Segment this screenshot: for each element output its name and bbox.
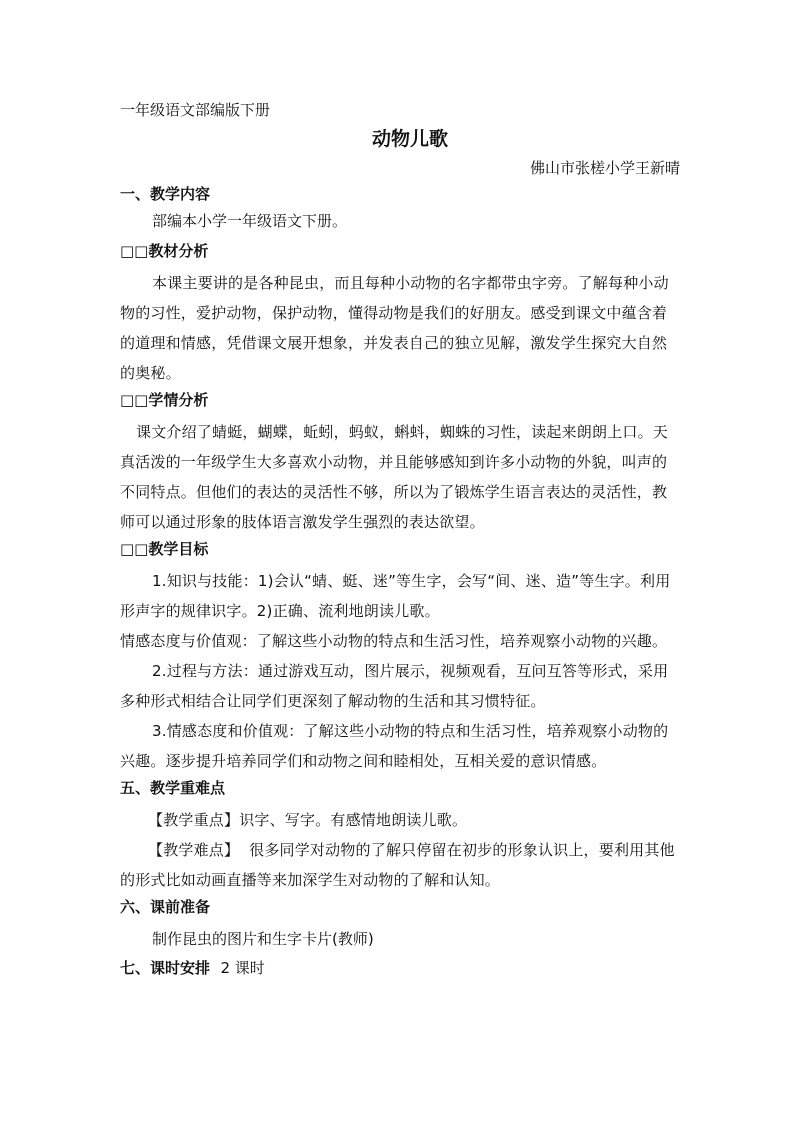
section-heading-schedule: 七、课时安排	[120, 959, 211, 977]
section-heading-students: □□学情分析	[120, 391, 209, 409]
section-heading-preparation: 六、课前准备	[120, 898, 211, 916]
goal-knowledge: 1.知识与技能：1)会认“蜻、蜓、迷”等生字，会写“间、迷、造”等生字。利用形声字的规律识字。2)正确、流利地朗读儿歌。	[120, 572, 671, 620]
section-body-students: 课文介绍了蜻蜓，蝴蝶，蚯蚓，蚂蚁，蝌蚪，蜘蛛的习性，读起来朗朗上口。天真活泼的一年级学生大多喜欢小动物，并且能够感知到许多小动物的外貌，叫声的不同特点。但他们的表达的灵活性不够，所以为了锻炼学生语言表达的灵活性，教师可以通过形象的肢体语言激发学生强烈的表达欲望。	[120, 423, 669, 531]
section-body-schedule: 2 课时	[220, 959, 265, 977]
section-heading-material: □□教材分析	[120, 242, 209, 260]
author-line: 佛山市张槎小学王新晴	[529, 159, 680, 177]
section-schedule	[120, 958, 680, 985]
difficult-point	[120, 835, 680, 895]
difficult-point-text: 很多同学对动物的了解只停留在初步的形象认识上，要利用其他的形式比如动画直播等来加深学生对动物的了解和认知。	[120, 841, 675, 889]
course-line: 一年级语文部编版下册	[120, 101, 271, 119]
section-body-material: 本课主要讲的是各种昆虫，而且每种小动物的名字都带虫字旁。了解每种小动物的习性，爱护动物，保护动物，懂得动物是我们的好朋友。感受到课文中蕴含着的道理和情感，凭借课文展开想象，并发表自己的独立见解，激发学生探究大自然的奥秘。	[120, 274, 669, 382]
section-heading-keypoints: 五、教学重难点	[120, 779, 226, 797]
key-point-label: 【教学重点】	[148, 811, 240, 829]
goal-attitude: 3.情感态度和价值观：了解这些小动物的特点和生活习性，培养观察小动物的兴趣。逐步提升培养同学们和动物之间和睦相处，互相关爱的意识情感。	[120, 722, 669, 770]
document-title: 动物儿歌	[371, 128, 448, 150]
section-body-content: 部编本小学一年级语文下册。	[152, 212, 348, 230]
document-body	[120, 100, 680, 985]
section-heading-content: 一、教学内容	[120, 185, 211, 203]
goal-process: 2.过程与方法：通过游戏互动，图片展示，视频观看，互问互答等形式，采用多种形式相结合让同学们更深刻了解动物的生活和其习惯特征。	[120, 662, 669, 710]
goal-knowledge-emotion: 情感态度与价值观：了解这些小动物的特点和生活习性，培养观察小动物的兴趣。	[120, 632, 668, 650]
key-point-text: 识字、写字。有感情地朗读儿歌。	[239, 811, 468, 829]
key-point	[120, 805, 680, 835]
difficult-point-label: 【教学难点】	[148, 841, 240, 859]
section-body-preparation: 制作昆虫的图片和生字卡片(教师)	[152, 930, 374, 948]
section-heading-goals: □□教学目标	[120, 540, 209, 558]
